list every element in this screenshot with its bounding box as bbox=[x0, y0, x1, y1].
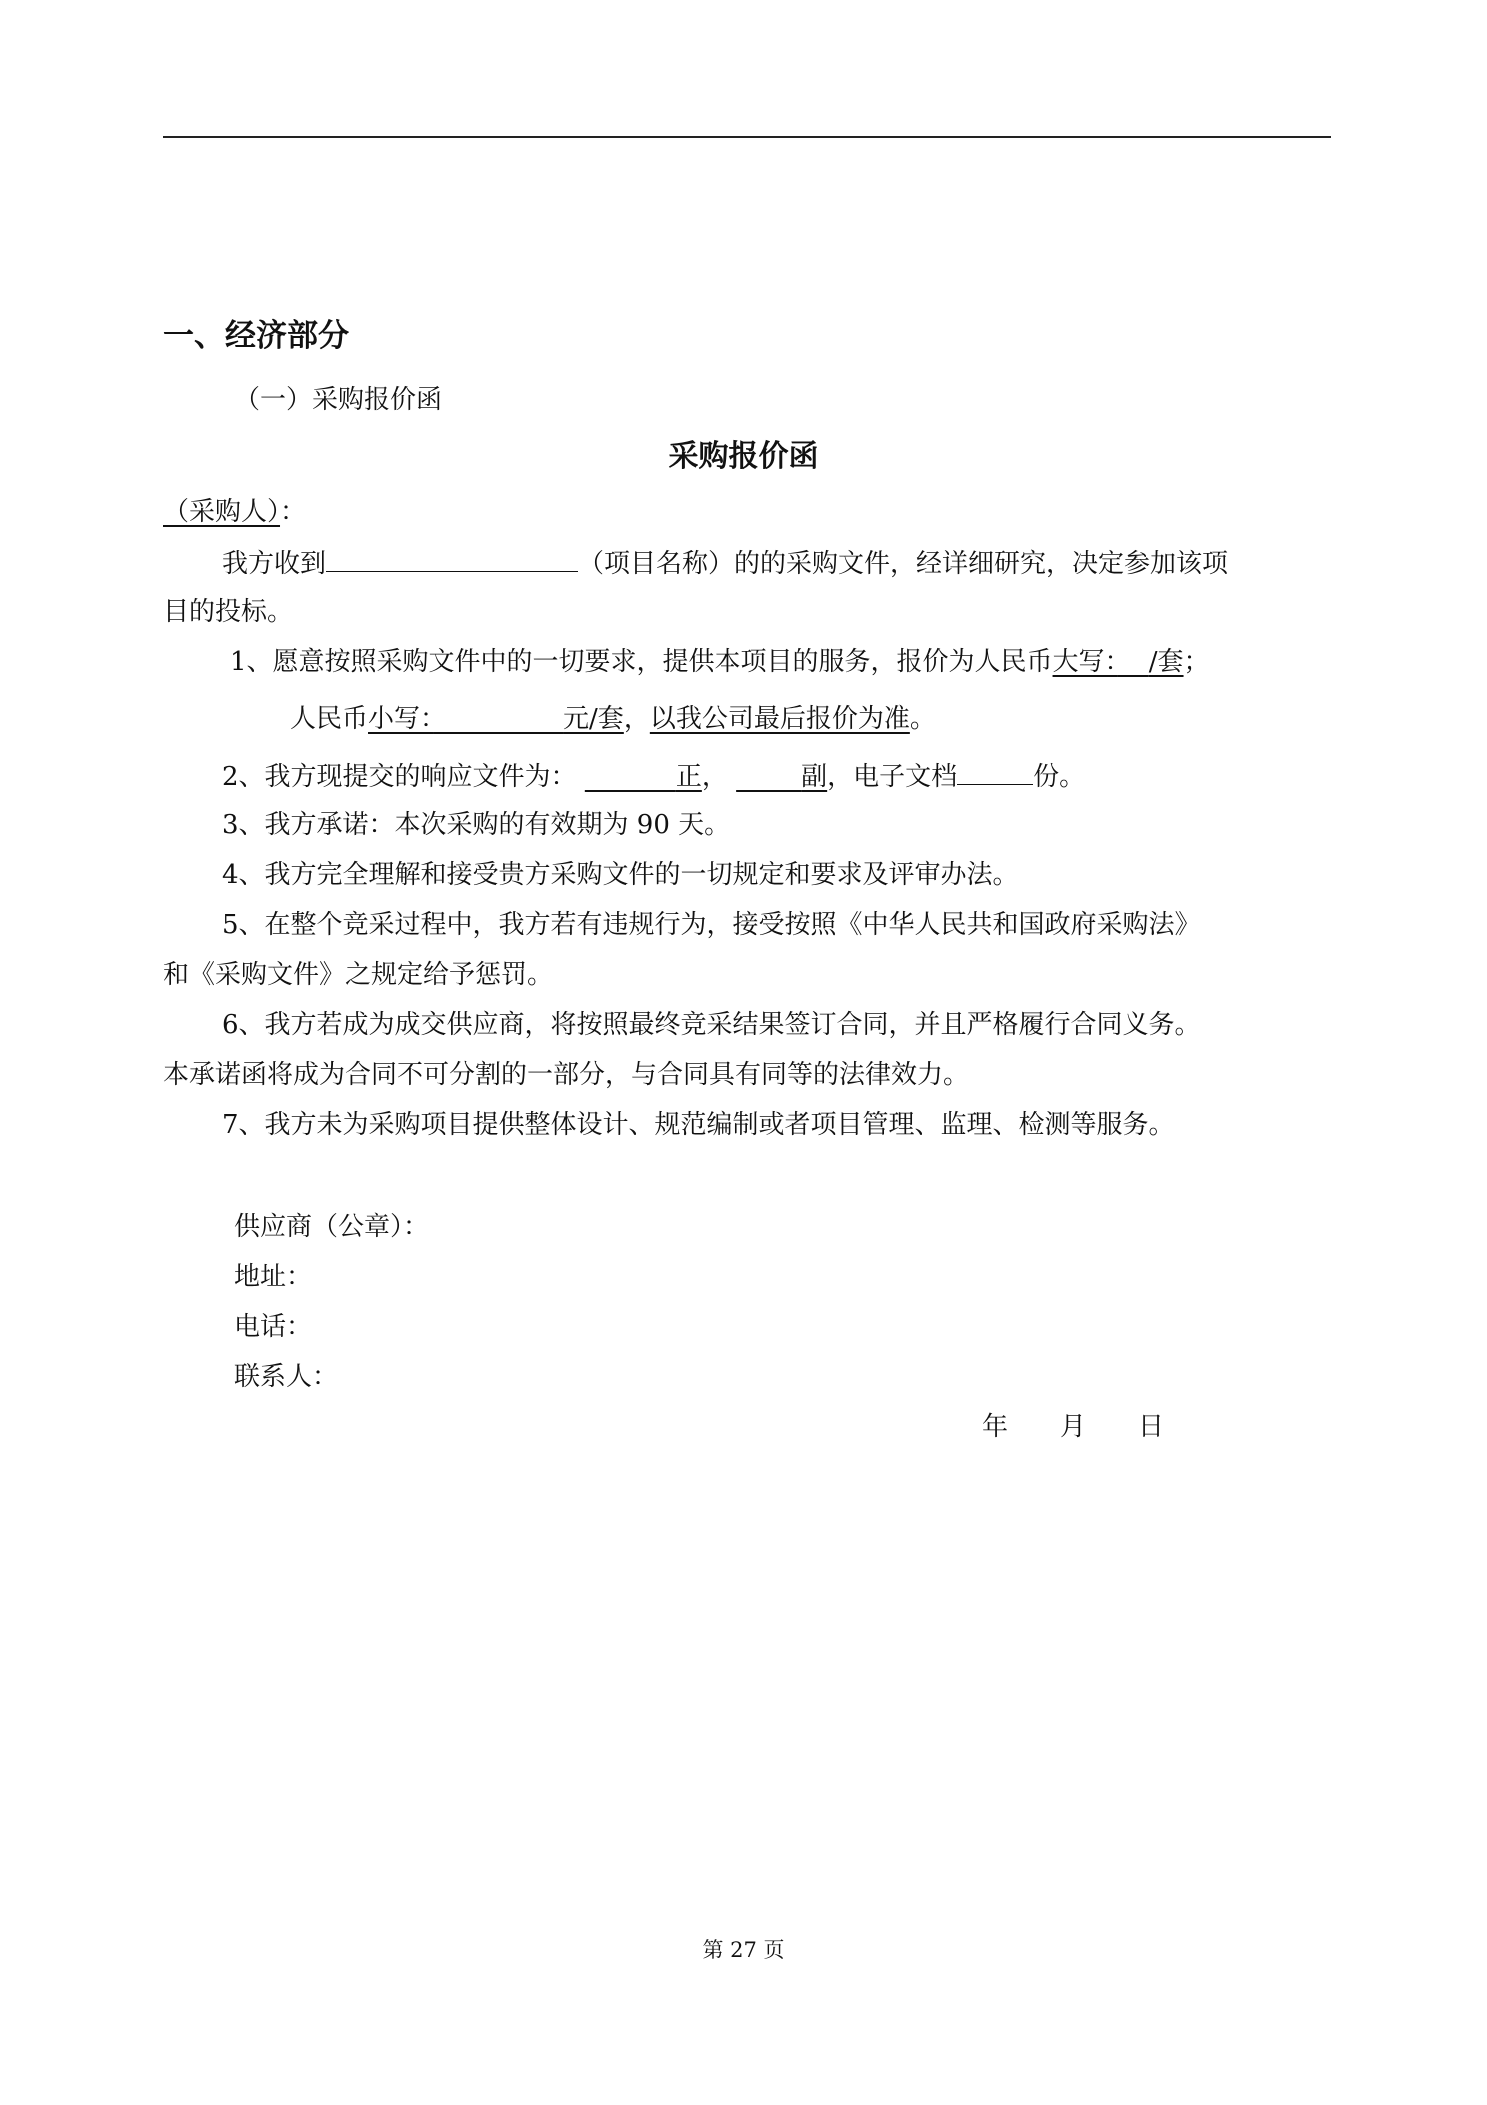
item-3: 3、我方承诺：本次采购的有效期为 90 天。 bbox=[222, 810, 731, 840]
intro-line-1: 我方收到 （项目名称）的的采购文件，经详细研究，决定参加该项 bbox=[222, 549, 1229, 579]
address-label: 地址： bbox=[234, 1262, 313, 1292]
item-6-line-2: 本承诺函将成为合同不可分割的一部分，与合同具有同等的法律效力。 bbox=[163, 1060, 970, 1090]
header-rule bbox=[163, 136, 1331, 138]
addressee-line: （采购人）： bbox=[163, 497, 307, 527]
item-2: 2、我方现提交的响应文件为： 正， 副，电子文档 份。 bbox=[222, 762, 1086, 792]
price-uppercase-field[interactable]: 大写： /套 bbox=[1052, 647, 1184, 677]
contact-label: 联系人： bbox=[234, 1362, 339, 1392]
addressee: （采购人） bbox=[163, 497, 281, 527]
phone-label: 电话： bbox=[234, 1312, 313, 1342]
page-number: 第 27 页 bbox=[702, 1938, 785, 1962]
document-title: 采购报价函 bbox=[668, 439, 819, 474]
item-6-line-1: 6、我方若成为成交供应商，将按照最终竞采结果签订合同，并且严格履行合同义务。 bbox=[222, 1010, 1201, 1040]
supplier-seal-label: 供应商（公章）： bbox=[234, 1212, 430, 1242]
signature-date: 年 月 日 bbox=[982, 1412, 1165, 1442]
section-heading: 一、经济部分 bbox=[163, 318, 349, 354]
price-lowercase-field[interactable]: 小写： 元/套 bbox=[368, 704, 624, 734]
item-5-line-2: 和《采购文件》之规定给予惩罚。 bbox=[163, 960, 554, 990]
item-1-line-2: 人民币小写： 元/套，以我公司最后报价为准。 bbox=[290, 704, 936, 734]
project-name-blank[interactable] bbox=[326, 547, 578, 572]
original-count-field[interactable]: 正 bbox=[675, 762, 702, 792]
item-1-line-1: 1、愿意按照采购文件中的一切要求，提供本项目的服务，报价为人民币大写： /套； bbox=[230, 647, 1210, 677]
copy-count-field[interactable]: 副 bbox=[801, 762, 828, 792]
electronic-count-blank[interactable] bbox=[957, 760, 1033, 785]
intro-line-2: 目的投标。 bbox=[163, 597, 294, 627]
subsection-heading: （一）采购报价函 bbox=[234, 385, 443, 415]
item-4: 4、我方完全理解和接受贵方采购文件的一切规定和要求及评审办法。 bbox=[222, 860, 1019, 890]
item-5-line-1: 5、在整个竞采过程中，我方若有违规行为，接受按照《中华人民共和国政府采购法》 bbox=[222, 910, 1201, 940]
item-7: 7、我方未为采购项目提供整体设计、规范编制或者项目管理、监理、检测等服务。 bbox=[222, 1110, 1175, 1140]
